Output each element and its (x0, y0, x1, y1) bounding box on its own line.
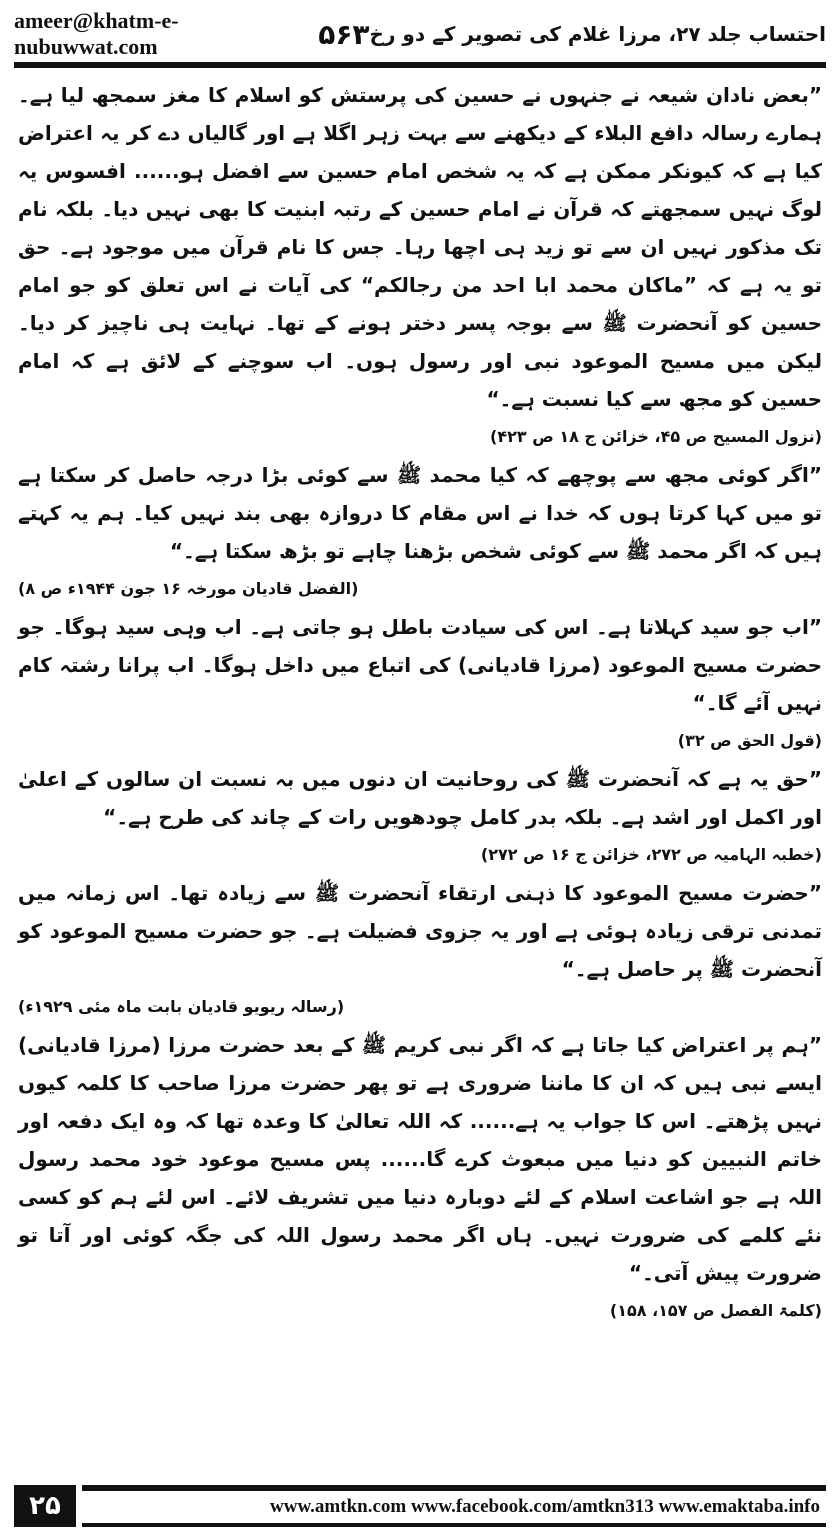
header-page-number: ۵۶۳ (318, 17, 370, 51)
header-running-title: احتساب جلد ۲۷، مرزا غلام کی تصویر کے دو رخ (369, 22, 826, 46)
passage-2-text: ”اگر کوئی مجھ سے پوچھے کہ کیا محمد ﷺ سے کوئی بڑا درجہ حاصل کر سکتا ہے تو میں کہا کرتا ہوں کہ خدا نے اس مقام کا دروازہ بھی بند نہیں کیا۔ ہم یہ کہتے ہیں کہ اگر محمد ﷺ سے کوئی شخص بڑھنا چاہے تو بڑھ سکتا ہے۔“ (18, 463, 822, 563)
passage-5-citation: (رسالہ ریویو قادیان بابت ماہ مئی ۱۹۲۹ء) (18, 997, 345, 1016)
passage-5-text: ”حضرت مسیح الموعود کا ذہنی ارتقاء آنحضرت ﷺ سے زیادہ تھا۔ اس زمانہ میں تمدنی ترقی زیادہ ہوئی ہے اور یہ جزوی فضیلت ہے۔ جو حضرت مسیح الموعود کو آنحضرت ﷺ پر حاصل ہے۔“ (18, 881, 822, 981)
passage-3-text: ”اب جو سید کہلاتا ہے۔ اس کی سیادت باطل ہو جاتی ہے۔ اب وہی سید ہوگا۔ جو حضرت مسیح الموعود (مرزا قادیانی) کی اتباع میں داخل ہوگا۔ اب پرانا رشتہ کام نہیں آئے گا۔“ (18, 615, 822, 715)
passage-4-citation: (خطبہ الہامیہ ص ۲۷۲، خزائن ج ۱۶ ص ۲۷۲) (480, 845, 822, 864)
passage-1-text: ”بعض نادان شیعہ نے جنہوں نے حسین کی پرستش کو اسلام کا مغز سمجھ لیا ہے۔ ہمارے رسالہ دافع البلاء کے دیکھنے سے بہت زہر اگلا ہے اور گالیاں دے کر یہ اعتراض کیا ہے کہ کیونکر ممکن ہے کہ یہ شخص امام حسین سے افضل ہو...... افسوس یہ لوگ نہیں سمجھتے کہ قرآن نے امام حسین کے رتبہ ابنیت کا بھی نہیں دیا۔ بلکہ نام تک مذکور نہیں ان سے تو زید ہی اچھا رہا۔ جس کا نام قرآن میں موجود ہے۔ حق تو یہ ہے کہ ”ماکان محمد ابا احد من رجالکم“ کی آیات نے اس تعلق کو جو امام حسین کو آنحضرت ﷺ سے بوجہ پسر دختر ہونے کے تھا۔ نہایت ہی ناچیز کر دیا۔ لیکن میں مسیح الموعود نبی اور رسول ہوں۔ اب سوچنے کے لائق ہے کہ امام حسین کو مجھ سے کیا نسبت ہے۔“ (18, 83, 822, 411)
header-rule (14, 62, 826, 68)
passage-2-citation: (الفضل قادیان مورخہ ۱۶ جون ۱۹۴۴ء ص ۸) (18, 579, 359, 598)
footer-bar (76, 1485, 826, 1527)
passage-1-citation: (نزول المسیح ص ۴۵، خزائن ج ۱۸ ص ۴۲۳) (490, 427, 822, 446)
passage-4-text: ”حق یہ ہے کہ آنحضرت ﷺ کی روحانیت ان دنوں میں بہ نسبت ان سالوں کے اعلیٰ اور اکمل اور اشد ہے۔ بلکہ بدر کامل چودھویں رات کے چاند کی طرح ہے۔“ (18, 767, 822, 829)
passage-6-text: ”ہم پر اعتراض کیا جاتا ہے کہ اگر نبی کریم ﷺ کے بعد حضرت مرزا (مرزا قادیانی) ایسے نبی ہیں کہ ان کا ماننا ضروری ہے تو پھر حضرت مرزا صاحب کا کلمہ کیوں نہیں پڑھتے۔ اس کا جواب یہ ہے...... کہ اللہ تعالیٰ کا وعدہ تھا کہ وہ ایک دفعہ اور خاتم النبیین کو دنیا میں مبعوث کرے گا...... پس مسیح موعود خود محمد رسول اللہ ہے جو اشاعت اسلام کے لئے دوبارہ دنیا میں تشریف لائے۔ اس لئے ہم کو کسی نئے کلمے کی ضرورت نہیں۔ ہاں اگر محمد رسول اللہ کی جگہ کوئی اور آتا تو ضرورت پیش آتی۔“ (18, 1033, 822, 1285)
passage-6-citation: (کلمۃ الفصل ص ۱۵۷، ۱۵۸) (609, 1301, 822, 1320)
page-header (14, 8, 826, 59)
header-left-group (14, 8, 370, 60)
footer-website-links[interactable]: www.amtkn.com www.facebook.com/amtkn313 www.emaktaba.info (270, 1496, 820, 1517)
header-email-link[interactable]: ameer@khatm-e-nubuwwat.com (14, 8, 179, 59)
page-body (18, 76, 822, 1476)
passage-3-citation: (قول الحق ص ۳۲) (677, 731, 822, 750)
page-footer (14, 1484, 826, 1528)
footer-page-number: ۲۵ (14, 1485, 76, 1527)
